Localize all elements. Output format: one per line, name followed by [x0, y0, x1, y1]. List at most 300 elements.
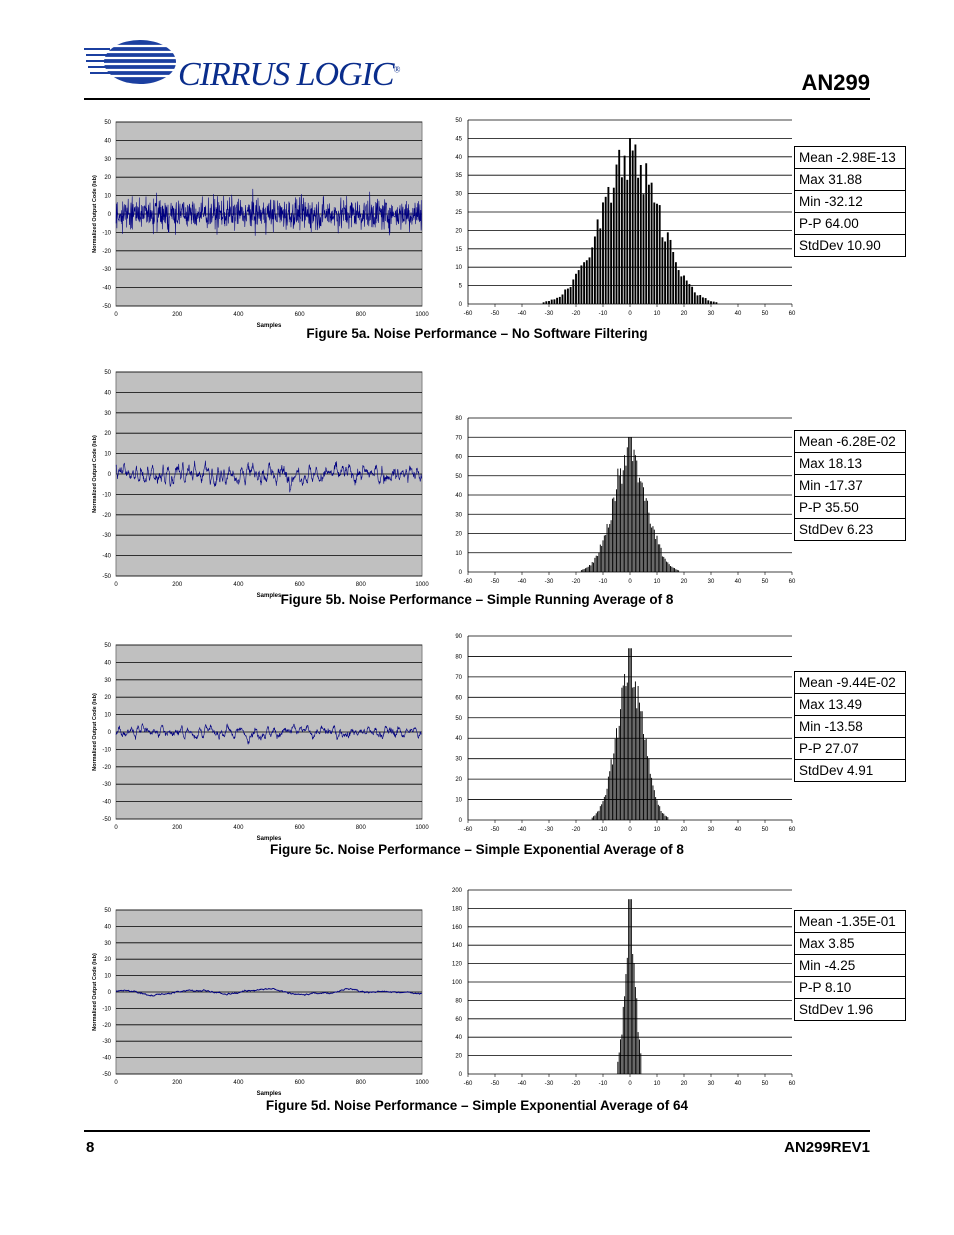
logo-swoosh-icon: [82, 34, 182, 96]
histogram-bar: [589, 565, 590, 572]
stat-max: Max 3.85: [795, 933, 905, 955]
x-tick-label: 0: [114, 312, 118, 318]
histogram-bar: [671, 567, 672, 572]
stat-pp: P-P 8.10: [795, 977, 905, 999]
y-tick-label: -50: [102, 304, 111, 310]
y-tick-label: 20: [455, 228, 462, 235]
histogram-bar: [613, 188, 615, 304]
histogram-bar: [592, 562, 593, 572]
histogram-bar: [604, 797, 605, 820]
x-tick-label: 40: [734, 827, 742, 833]
histogram-bar: [634, 687, 635, 820]
x-tick-label: 40: [734, 579, 742, 585]
y-tick-label: 50: [455, 473, 462, 480]
histogram-bar: [663, 814, 664, 820]
histogram-bar: [631, 899, 632, 1074]
histogram-bar: [694, 292, 696, 304]
histogram-bar: [628, 648, 629, 820]
histogram-bar: [705, 298, 707, 304]
histogram-bar: [713, 302, 715, 304]
histogram-bar: [648, 513, 649, 572]
histogram-bar: [640, 481, 641, 572]
histogram-bar: [645, 163, 647, 304]
figure-caption: Figure 5b. Noise Performance – Simple Running Average of 8: [280, 592, 674, 607]
histogram-bar: [584, 569, 585, 572]
x-tick-label: 600: [294, 1080, 305, 1086]
x-tick-label: 20: [680, 311, 688, 317]
histogram-bar: [661, 237, 663, 304]
x-tick-label: 50: [761, 579, 769, 585]
histogram-bar: [691, 287, 693, 304]
histogram-bar: [607, 187, 609, 304]
histogram-bar: [635, 987, 636, 1074]
y-tick-label: -30: [102, 267, 111, 274]
histogram-bar: [627, 447, 628, 572]
x-tick-label: 200: [172, 1080, 183, 1086]
x-tick-label: -50: [490, 1081, 500, 1087]
histogram-bar: [624, 455, 625, 572]
histogram-bar: [662, 813, 663, 820]
histogram-bar: [638, 482, 639, 572]
histogram-bar: [590, 565, 591, 572]
x-tick-label: 40: [734, 311, 742, 317]
histogram-bar: [644, 740, 645, 820]
histogram-bar: [621, 177, 623, 304]
histogram-bar: [593, 563, 594, 572]
histogram-bar: [620, 1039, 621, 1074]
histogram-bar: [628, 437, 629, 572]
histogram-bar: [617, 1062, 618, 1074]
histogram-bar: [603, 540, 604, 572]
x-tick-label: 400: [233, 312, 244, 318]
y-tick-label: 20: [455, 777, 462, 784]
y-tick-label: 5: [458, 283, 462, 290]
histogram-bar: [702, 297, 704, 304]
histogram-bar: [678, 570, 679, 572]
figure-5b: [84, 362, 896, 614]
y-tick-label: 50: [104, 643, 111, 649]
cirrus-logic-logo: [82, 34, 400, 96]
x-tick-label: 800: [355, 582, 366, 588]
y-tick-label: 10: [104, 973, 111, 980]
y-tick-label: 20: [104, 175, 111, 182]
y-tick-label: 25: [455, 210, 462, 216]
histogram-bar: [639, 478, 640, 572]
figure-caption: Figure 5a. Noise Performance – No Software Filtering: [306, 326, 648, 341]
histogram-bar: [600, 545, 601, 572]
x-tick-label: 200: [172, 825, 183, 831]
histogram-bar: [588, 567, 589, 572]
y-tick-label: 50: [104, 908, 111, 914]
histogram-bar: [697, 295, 699, 304]
y-tick-label: -10: [102, 747, 111, 754]
histogram-bar: [564, 289, 566, 304]
y-tick-label: 20: [104, 431, 111, 438]
y-tick-label: 70: [455, 674, 462, 681]
histogram-bar: [618, 150, 620, 304]
histogram-bar: [599, 228, 601, 304]
x-tick-label: 400: [233, 1080, 244, 1086]
histogram-bar: [621, 1035, 622, 1074]
y-tick-label: 30: [455, 756, 462, 763]
histogram-bar: [623, 686, 624, 820]
x-tick-label: 400: [233, 825, 244, 831]
histogram-bar: [663, 557, 664, 572]
figure-5a: [84, 112, 896, 348]
histogram-bar: [616, 728, 617, 820]
x-tick-label: -30: [544, 311, 554, 317]
x-tick-label: -10: [598, 827, 608, 833]
y-tick-label: -40: [102, 799, 111, 806]
histogram-bar: [647, 756, 648, 820]
x-tick-label: 800: [355, 1080, 366, 1086]
x-tick-label: -60: [463, 1081, 473, 1087]
histogram-bar: [627, 958, 628, 1074]
document-id: AN299: [801, 70, 870, 95]
x-tick-label: 1000: [415, 1080, 429, 1086]
histogram-bar: [650, 774, 651, 820]
x-tick-label: -30: [544, 827, 554, 833]
histogram-bar: [644, 501, 645, 572]
histogram-bar: [672, 252, 674, 304]
y-tick-label: 35: [455, 173, 462, 180]
histogram-bar: [650, 524, 651, 572]
x-tick-label: 20: [680, 579, 688, 585]
histogram-bar: [699, 295, 701, 304]
time-chart-5d: [84, 900, 434, 1100]
x-tick-label: -40: [517, 579, 527, 585]
stats-box-5b: [794, 430, 906, 541]
x-axis-title: Samples: [256, 1091, 282, 1097]
time-chart-5a: [84, 112, 434, 332]
x-tick-label: -60: [463, 311, 473, 317]
y-tick-label: -20: [102, 248, 111, 255]
histogram-bar: [594, 236, 596, 304]
y-tick-label: 0: [458, 818, 462, 824]
y-tick-label: 10: [455, 550, 462, 557]
y-tick-label: 20: [104, 695, 111, 702]
histogram-bar: [634, 963, 635, 1074]
x-tick-label: -40: [517, 1081, 527, 1087]
histogram-bar: [617, 738, 618, 820]
y-axis-title: Normalized Output Code (lsb): [92, 435, 98, 513]
histogram-bar: [616, 489, 617, 572]
histogram-bar: [657, 800, 658, 820]
histogram-bar: [646, 498, 647, 572]
y-tick-label: 80: [455, 416, 462, 422]
histogram-bar: [597, 812, 598, 820]
figure-caption: Figure 5c. Noise Performance – Simple Exponential Average of 8: [270, 842, 684, 857]
histogram-bar: [605, 795, 606, 820]
histogram-bar: [651, 183, 653, 304]
histogram-bar: [638, 686, 639, 820]
y-tick-label: 90: [455, 634, 462, 640]
histogram-bar: [632, 461, 633, 572]
stat-max: Max 18.13: [795, 453, 905, 475]
x-tick-label: 0: [114, 582, 118, 588]
stat-mean: Mean -1.35E-01: [795, 911, 905, 933]
x-tick-label: 0: [628, 311, 632, 317]
stat-min: Min -17.37: [795, 475, 905, 497]
x-tick-label: 60: [788, 311, 796, 317]
histogram-bar: [631, 648, 632, 820]
histogram-bar: [567, 289, 569, 304]
stat-pp: P-P 35.50: [795, 497, 905, 519]
histogram-bar: [658, 544, 659, 572]
histogram-bar: [626, 180, 628, 304]
histogram-bar: [664, 242, 666, 305]
x-tick-label: -40: [517, 311, 527, 317]
histogram-bar: [605, 535, 606, 572]
histogram-bar: [619, 476, 620, 572]
stat-pp: P-P 64.00: [795, 213, 905, 235]
histogram-bar: [636, 998, 637, 1074]
x-tick-label: -10: [598, 1081, 608, 1087]
histogram-bar: [620, 468, 621, 572]
histogram-bar: [612, 764, 613, 820]
histogram-bar: [624, 996, 625, 1074]
y-tick-label: 40: [104, 390, 111, 397]
histogram-bar: [710, 301, 712, 304]
stat-max: Max 13.49: [795, 694, 905, 716]
x-tick-label: 20: [680, 827, 688, 833]
histogram-bar: [623, 470, 624, 572]
y-tick-label: 20: [455, 531, 462, 538]
histogram-bar: [607, 524, 608, 572]
y-tick-label: -10: [102, 1006, 111, 1013]
histogram-bar: [670, 240, 672, 304]
histogram-bar: [615, 739, 616, 820]
stat-max: Max 31.88: [795, 169, 905, 191]
y-tick-label: 50: [104, 120, 111, 126]
histogram-bar: [658, 805, 659, 820]
stats-box-5c: [794, 671, 906, 782]
y-tick-label: -20: [102, 512, 111, 519]
x-tick-label: 60: [788, 827, 796, 833]
x-tick-label: -40: [517, 827, 527, 833]
stat-min: Min -13.58: [795, 716, 905, 738]
y-tick-label: -40: [102, 285, 111, 292]
x-tick-label: 30: [707, 311, 715, 317]
x-tick-label: 200: [172, 312, 183, 318]
histogram-5a: [444, 112, 794, 322]
histogram-bar: [673, 568, 674, 572]
y-tick-label: 180: [451, 906, 462, 913]
histogram-bar: [617, 469, 618, 572]
histogram-bar: [598, 552, 599, 572]
x-tick-label: 60: [788, 579, 796, 585]
histogram-bar: [656, 204, 658, 304]
histogram-bar: [596, 556, 597, 572]
histogram-bar: [632, 954, 633, 1074]
y-tick-label: -20: [102, 764, 111, 771]
histogram-bar: [610, 203, 612, 304]
stats-box-5d: [794, 910, 906, 1021]
histogram-bar: [543, 302, 545, 304]
y-tick-label: 40: [104, 660, 111, 667]
histogram-bar: [659, 544, 660, 572]
x-tick-label: 1000: [415, 312, 429, 318]
histogram-bar: [556, 298, 558, 304]
y-tick-label: 80: [455, 998, 462, 1005]
histogram-bar: [642, 711, 643, 820]
x-axis-title: Samples: [256, 836, 282, 842]
x-tick-label: -60: [463, 579, 473, 585]
y-tick-label: 70: [455, 435, 462, 442]
histogram-bar: [686, 281, 688, 304]
histogram-bar: [635, 455, 636, 572]
y-tick-label: 10: [455, 797, 462, 804]
x-tick-label: 30: [707, 1081, 715, 1087]
histogram-bar: [637, 178, 639, 304]
histogram-bar: [677, 570, 678, 572]
y-tick-label: -30: [102, 533, 111, 540]
histogram-bar: [715, 302, 717, 304]
y-tick-label: 15: [455, 246, 462, 253]
histogram-bar: [666, 562, 667, 572]
y-tick-label: 60: [455, 695, 462, 702]
histogram-bar: [625, 466, 626, 572]
stat-min: Min -32.12: [795, 191, 905, 213]
x-tick-label: -20: [571, 579, 581, 585]
histogram-bar: [559, 297, 561, 304]
x-tick-label: 400: [233, 582, 244, 588]
histogram-bar: [621, 484, 622, 572]
stat-stddev: StdDev 6.23: [795, 519, 905, 541]
x-tick-label: 1000: [415, 582, 429, 588]
y-tick-label: 45: [455, 136, 462, 143]
histogram-5c: [444, 628, 794, 838]
histogram-bar: [609, 771, 610, 820]
histogram-bar: [589, 257, 591, 304]
x-tick-label: 0: [114, 825, 118, 831]
y-tick-label: 10: [104, 712, 111, 719]
logo-wordmark: CIRRUS LOGIC®: [178, 56, 400, 93]
x-tick-label: 800: [355, 825, 366, 831]
footer-rule: [84, 1130, 870, 1132]
histogram-bar: [548, 301, 550, 304]
histogram-bar: [578, 270, 580, 304]
y-axis-title: Normalized Output Code (lsb): [92, 953, 98, 1031]
y-tick-label: 30: [104, 677, 111, 684]
histogram-bar: [632, 688, 633, 820]
x-tick-label: 40: [734, 1081, 742, 1087]
histogram-bar: [642, 483, 643, 572]
histogram-bar: [625, 974, 626, 1074]
histogram-bar: [593, 816, 594, 820]
histogram-bar: [667, 562, 668, 572]
histogram-bar: [640, 711, 641, 820]
histogram-bar: [570, 287, 572, 304]
histogram-bar: [643, 487, 644, 572]
histogram-bar: [575, 274, 577, 304]
x-tick-label: 0: [114, 1080, 118, 1086]
x-tick-label: 20: [680, 1081, 688, 1087]
histogram-bar: [665, 559, 666, 572]
histogram-bar: [639, 1040, 640, 1074]
x-axis-title: Samples: [256, 323, 282, 329]
figure-5c: [84, 628, 896, 864]
histogram-bar: [608, 528, 609, 572]
histogram-bar: [583, 262, 585, 304]
histogram-bar: [602, 202, 604, 304]
histogram-bar: [638, 1032, 639, 1074]
y-tick-label: 30: [104, 940, 111, 947]
histogram-bar: [600, 806, 601, 820]
histogram-bar: [586, 568, 587, 572]
y-tick-label: -20: [102, 1022, 111, 1029]
y-tick-label: 140: [451, 943, 462, 950]
y-axis-title: Normalized Output Code (lsb): [92, 693, 98, 771]
histogram-bar: [688, 284, 690, 304]
y-tick-label: 40: [455, 1035, 462, 1042]
histogram-bar: [627, 683, 628, 820]
histogram-bar: [582, 570, 583, 572]
histogram-bar: [648, 185, 650, 304]
y-tick-label: 40: [455, 736, 462, 743]
histogram-bar: [604, 535, 605, 572]
stat-stddev: StdDev 10.90: [795, 235, 905, 257]
x-tick-label: 600: [294, 312, 305, 318]
y-tick-label: 30: [455, 191, 462, 198]
histogram-bar: [597, 219, 599, 304]
stat-pp: P-P 27.07: [795, 738, 905, 760]
histogram-bar: [654, 790, 655, 820]
histogram-bar: [636, 708, 637, 820]
y-tick-label: 30: [455, 512, 462, 519]
histogram-bar: [591, 247, 593, 304]
header-rule: [84, 98, 870, 100]
histogram-bar: [675, 262, 677, 304]
histogram-bar: [619, 726, 620, 820]
histogram-bar: [596, 813, 597, 820]
histogram-5d: [444, 882, 794, 1092]
histogram-bar: [669, 564, 670, 572]
x-tick-label: 10: [653, 579, 661, 585]
x-tick-label: 60: [788, 1081, 796, 1087]
y-tick-label: 0: [107, 472, 111, 478]
histogram-bar: [647, 501, 648, 572]
y-tick-label: -50: [102, 1072, 111, 1078]
stat-stddev: StdDev 4.91: [795, 760, 905, 782]
histogram-bar: [635, 681, 636, 820]
time-chart-5c: [84, 635, 434, 845]
histogram-bar: [581, 570, 582, 572]
histogram-5b: [444, 410, 794, 590]
x-tick-label: -30: [544, 579, 554, 585]
x-tick-label: -10: [598, 579, 608, 585]
figure-caption: Figure 5d. Noise Performance – Simple Exponential Average of 64: [265, 1098, 689, 1113]
x-tick-label: 800: [355, 312, 366, 318]
document-revision: AN299REV1: [784, 1139, 870, 1156]
x-tick-label: 1000: [415, 825, 429, 831]
histogram-bar: [651, 778, 652, 820]
histogram-bar: [605, 197, 607, 304]
histogram-bar: [667, 232, 669, 304]
y-tick-label: 160: [451, 924, 462, 931]
stat-mean: Mean -2.98E-13: [795, 147, 905, 169]
histogram-bar: [592, 818, 593, 820]
histogram-bar: [661, 811, 662, 820]
histogram-bar: [609, 524, 610, 572]
y-tick-label: 10: [455, 265, 462, 272]
x-tick-label: -50: [490, 827, 500, 833]
y-tick-label: 40: [455, 154, 462, 161]
histogram-bar: [612, 499, 613, 572]
histogram-bar: [675, 569, 676, 572]
histogram-bar: [623, 1007, 624, 1074]
histogram-bar: [657, 536, 658, 572]
